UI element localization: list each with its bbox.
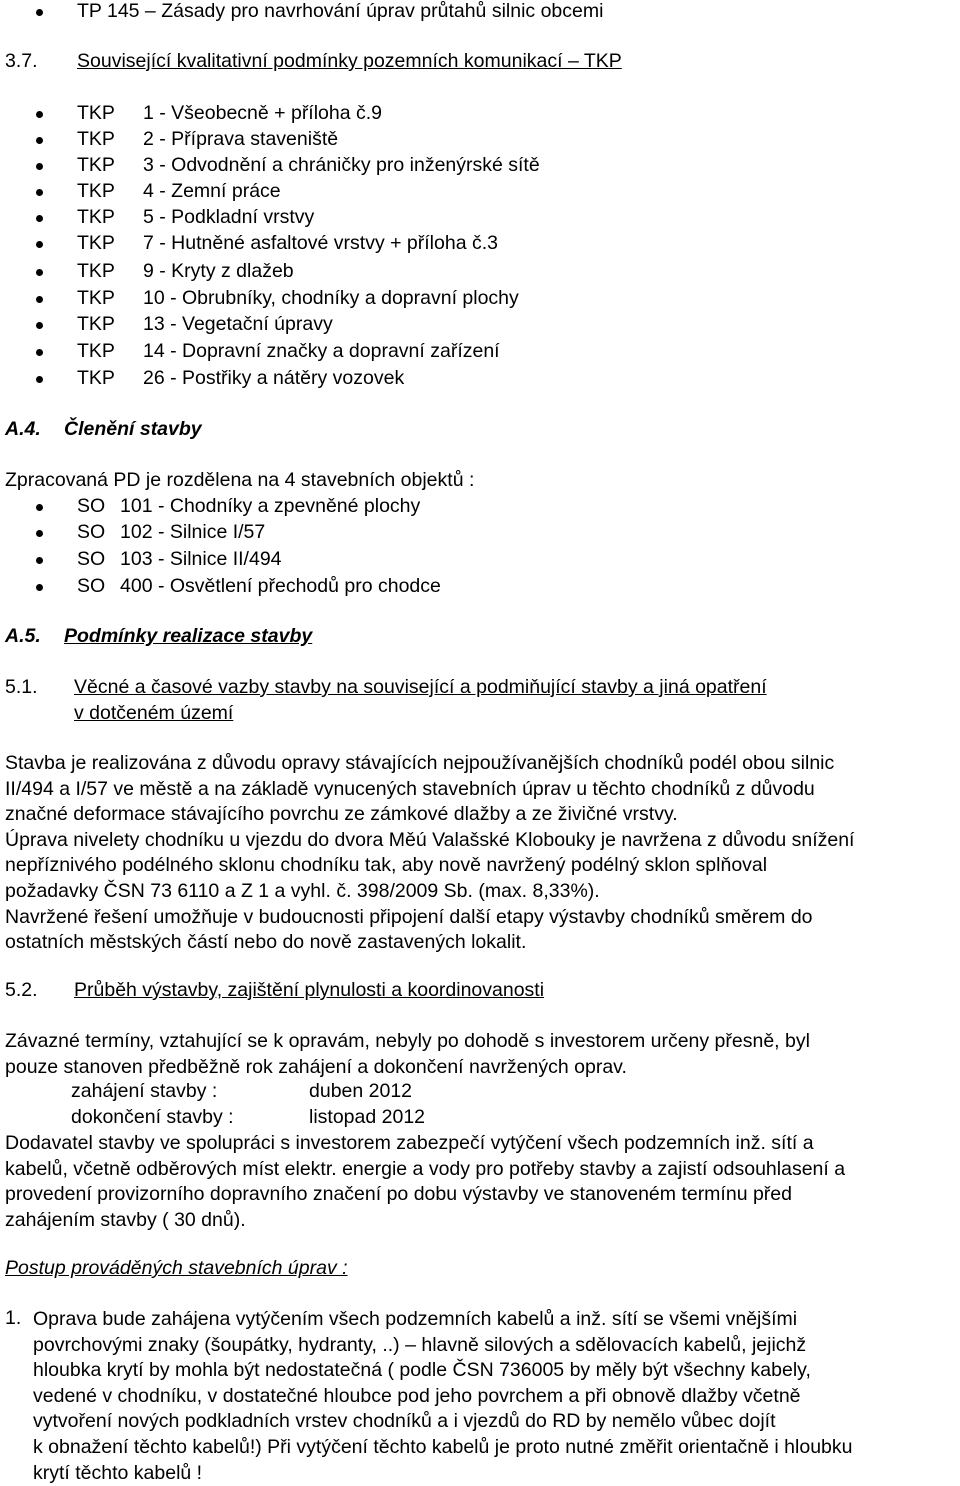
section-52-title: Průběh výstavby, zajištění plynulosti a koordinovanosti [74, 979, 545, 1001]
text-line: Úprava nivelety chodníku u vjezdu do dvora Měú Valašské Klobouky je navržena z důvodu snížení [5, 828, 855, 851]
item-text: 2 - Příprava staveniště [143, 128, 339, 150]
text-line: vytvoření nových podkladních vrstev chodníků a i vjezdů do RD by nemělo vůbec dojít [33, 1410, 776, 1433]
date-label-end: dokončení stavby : [71, 1106, 234, 1128]
text-line: Oprava bude zahájena vytýčením všech podzemních kabelů a inž. sítí se všemi vnějšími [33, 1308, 798, 1330]
text-line: nepříznivého podélného sklonu chodníku tak, aby nově navržený podélný sklon splňoval [5, 854, 768, 877]
date-value-end: listopad 2012 [309, 1106, 426, 1128]
text-line: zahájením stavby ( 30 dnů). [5, 1208, 246, 1231]
text-line: pouze stanoven předběžně rok zahájení a dokončení navržených oprav. [5, 1055, 627, 1078]
bullet-dot [36, 215, 43, 222]
bullet-dot [36, 189, 43, 196]
item-code: TKP [77, 232, 115, 254]
bullet-dot [36, 349, 43, 356]
bullet-dot [36, 137, 43, 144]
bullet-dot [36, 269, 43, 276]
text-line: ostatních městských částí nebo do nově zastavených lokalit. [5, 931, 527, 954]
section-52-number: 5.2. [5, 979, 38, 1001]
section-52-body-b [5, 1131, 959, 1233]
item-text: 10 - Obrubníky, chodníky a dopravní plochy [143, 287, 519, 309]
item-text: 13 - Vegetační úpravy [143, 313, 333, 335]
bullet-dot [36, 584, 43, 591]
item-code: TKP [77, 102, 115, 124]
item-code: SO [77, 575, 106, 597]
bullet-dot [36, 163, 43, 170]
bullet-dot [36, 296, 43, 303]
item-text: 3 - Odvodnění a chráničky pro inženýrské sítě [143, 154, 540, 176]
section-a5-title: Podmínky realizace stavby [64, 625, 313, 647]
text-line: krytí těchto kabelů ! [33, 1461, 203, 1484]
numbered-item-body [33, 1307, 959, 1486]
item-code: TKP [77, 313, 115, 335]
item-text: 4 - Zemní práce [143, 180, 281, 202]
text-line: vedené v chodníku, v dostatečné hloubce pod jeho povrchem a při obnově dlažby včetně [33, 1384, 801, 1407]
section-51-number: 5.1. [5, 676, 38, 698]
text-line: povrchovými znaky (šoupátky, hydranty, ..) – hlavně silových a sdělovacích kabelů, jejichž [33, 1333, 807, 1356]
item-text: 102 - Silnice I/57 [120, 521, 266, 543]
section-a4-number: A.4. [5, 418, 41, 440]
text-line: Závazné termíny, vztahující se k opravám, nebyly po dohodě s investorem určeny přesně, byl [5, 1030, 810, 1052]
bullet-dot [36, 504, 43, 511]
item-code: SO [77, 521, 106, 543]
section-51-body [5, 751, 959, 956]
item-code: TKP [77, 206, 115, 228]
bullet-dot [36, 530, 43, 537]
section-37-title: Související kvalitativní podmínky pozemních komunikací – TKP [77, 50, 622, 72]
text-line: II/494 a I/57 ve městě a na základě vynucených stavebních úprav u těchto chodníků z důvodu [5, 777, 815, 800]
item-text: 14 - Dopravní značky a dopravní zařízení [143, 340, 500, 362]
item-text: 26 - Postřiky a nátěry vozovek [143, 367, 405, 389]
section-51-title-line1: Věcné a časové vazby stavby na související a podmiňující stavby a jiná opatření [74, 676, 767, 698]
text-line: Navržené řešení umožňuje v budoucnosti připojení další etapy výstavby chodníků směrem do [5, 905, 813, 928]
bullet-dot [36, 241, 43, 248]
item-code: TKP [77, 260, 115, 282]
section-37-number: 3.7. [5, 50, 38, 72]
item-code: SO [77, 548, 106, 570]
item-code: TKP [77, 340, 115, 362]
section-a4-title: Členění stavby [64, 418, 202, 440]
item-code: TKP [77, 180, 115, 202]
text-line: Stavba je realizována z důvodu opravy stávajících nejpoužívanějších chodníků podél obou silnic [5, 752, 835, 774]
item-code: TKP [77, 367, 115, 389]
item-text: 7 - Hutněné asfaltové vrstvy + příloha č.3 [143, 232, 498, 254]
item-text: 1 - Všeobecně + příloha č.9 [143, 102, 383, 124]
date-label-start: zahájení stavby : [71, 1080, 218, 1102]
item-code: TKP [77, 154, 115, 176]
text-line: provedení provizorního dopravního značení po dobu výstavby ve stanoveném termínu před [5, 1183, 792, 1206]
text-line: značné deformace stávajícího povrchu ze zámkové dlažby a ze živičné vrstvy. [5, 803, 678, 826]
text-line: kabelů, včetně odběrových míst elektr. energie a vody pro potřeby stavby a zajistí odsouhlasení a [5, 1157, 846, 1180]
item-text: 103 - Silnice II/494 [120, 548, 282, 570]
postup-heading: Postup prováděných stavebních úprav : [5, 1257, 348, 1279]
bullet-dot [36, 322, 43, 329]
text-line: hloubka krytí by mohla být nedostatečná ( podle ČSN 736005 by měly být všechny kabely, [33, 1359, 811, 1382]
item-code: TKP [77, 287, 115, 309]
item-code: TKP [77, 128, 115, 150]
section-51-title-line2: v dotčeném území [74, 702, 234, 724]
bullet-dot [36, 557, 43, 564]
item-text: 400 - Osvětlení přechodů pro chodce [120, 575, 441, 597]
item-text: 9 - Kryty z dlažeb [143, 260, 294, 282]
bullet-dot [36, 9, 43, 16]
item-code: SO [77, 495, 106, 517]
section-52-body-a [5, 1029, 959, 1080]
item-text: 101 - Chodníky a zpevněné plochy [120, 495, 421, 517]
date-value-start: duben 2012 [309, 1080, 413, 1102]
text-line: požadavky ČSN 73 6110 a Z 1 a vyhl. č. 398/2009 Sb. (max. 8,33%). [5, 879, 600, 902]
a4-intro: Zpracovaná PD je rozdělena na 4 stavebních objektů : [5, 469, 475, 491]
text-line: Dodavatel stavby ve spolupráci s investorem zabezpečí vytýčení všech podzemních inž. sítí a [5, 1132, 814, 1154]
numbered-item-number: 1. [5, 1307, 22, 1329]
section-a5-number: A.5. [5, 625, 41, 647]
bullet-dot [36, 376, 43, 383]
top-bullet-text: TP 145 – Zásady pro navrhování úprav průtahů silnic obcemi [77, 0, 604, 22]
text-line: k obnažení těchto kabelů!) Při vytýčení těchto kabelů je proto nutné změřit orientačně i hloubku [33, 1435, 853, 1458]
bullet-dot [36, 111, 43, 118]
item-text: 5 - Podkladní vrstvy [143, 206, 315, 228]
